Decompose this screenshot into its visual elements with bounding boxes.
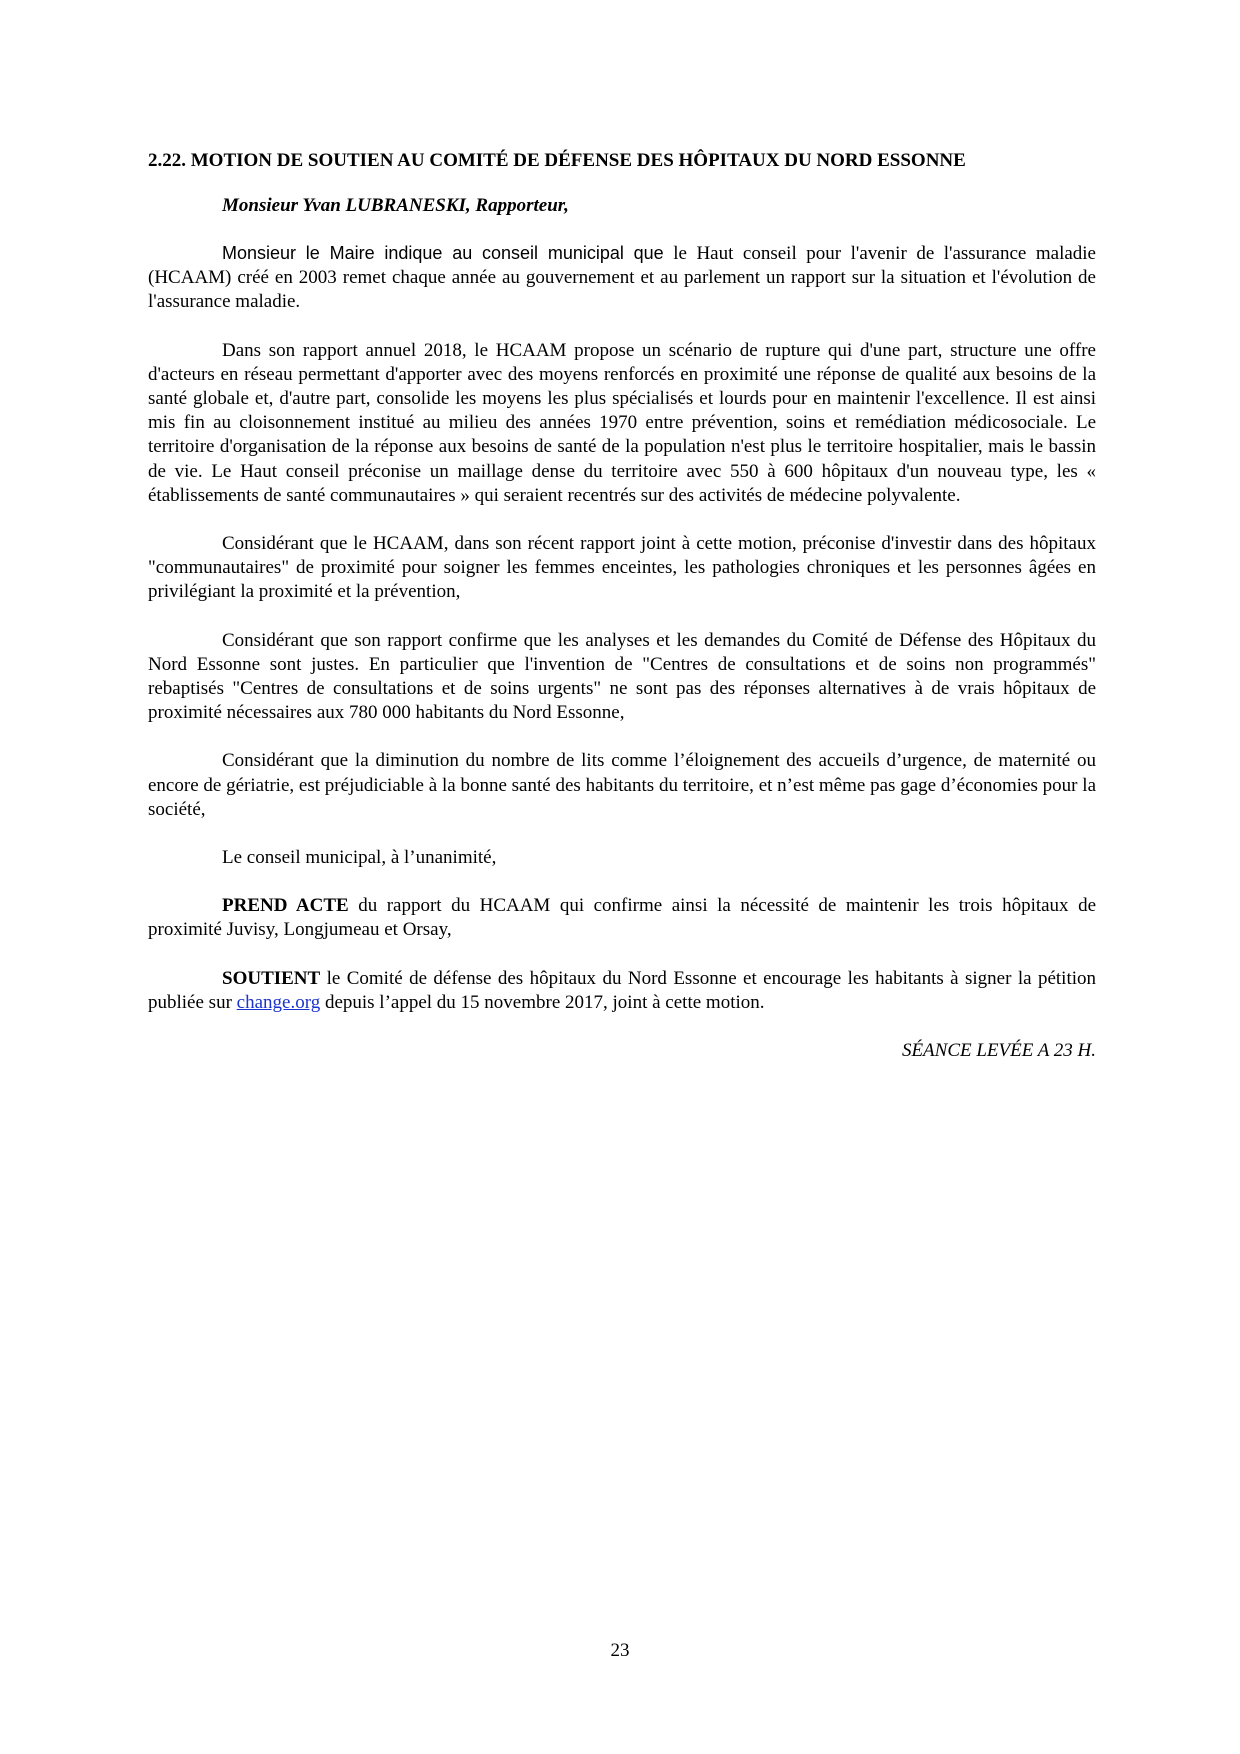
soutient-label: SOUTIENT [222, 967, 321, 989]
section-title: 2.22. MOTION DE SOUTIEN AU COMITÉ DE DÉFENSE DES HÔPITAUX DU NORD ESSONNE [148, 150, 966, 171]
seance-levee: SÉANCE LEVÉE A 23 H. [901, 1040, 1096, 1062]
paragraph-conseil-unanimite: Le conseil municipal, à l’unanimité, [222, 847, 497, 869]
page-number: 23 [610, 1640, 630, 1661]
paragraph-considerant-3: Considérant que la diminution du nombre de lits comme l’éloignement des accueils d’urgence, de maternité ou encore de gériatrie, est préjudiciable à la bonne santé des habitants du territoire, et n’est même pas gage d’économies pour la société, [148, 750, 1096, 820]
document-page [148, 149, 1096, 1063]
paragraph-intro [148, 241, 1096, 315]
rapporteur-line: Monsieur Yvan LUBRANESKI, Rapporteur, [222, 195, 569, 216]
paragraph-prend-acte [148, 894, 1096, 942]
paragraph-rapport-2018: Dans son rapport annuel 2018, le HCAAM propose un scénario de rupture qui d'une part, structure une offre d'acteurs en réseau permettant d'apporter avec des moyens renforcés en proximité une réponse de qualité aux besoins de la santé globale et, d'autre part, consolide les moyens les plus spécialisés et lourds pour en maintenir l'excellence. Il est ainsi mis fin au cloisonnement institué au milieu des années 1970 entre prévention, soins et remédiation médicosociale. Le territoire d'organisation de la réponse aux besoins de santé de la population n'est plus le territoire hospitalier, mais le bassin de vie. Le Haut conseil préconise un maillage dense du territoire avec 550 à 600 hôpitaux d'un nouveau type, les « établissements de santé communautaires » qui seraient recentrés sur des activités de médecine polyvalente. [148, 339, 1096, 506]
intro-lead: Monsieur le Maire indique au conseil municipal que [222, 243, 664, 263]
prend-acte-text: du rapport du HCAAM qui confirme ainsi la nécessité de maintenir les trois hôpitaux de proximité Juvisy, Longjumeau et Orsay, [148, 895, 1096, 941]
soutient-text-end: depuis l’appel du 15 novembre 2017, joint à cette motion. [320, 991, 765, 1013]
paragraph-soutient [148, 967, 1096, 1015]
intro-rest: le Haut conseil pour l'avenir de l'assurance maladie (HCAAM) créé en 2003 remet chaque année au gouvernement et au parlement un rapport sur la situation et l'évolution de l'assurance maladie. [148, 243, 1096, 313]
prend-acte-label: PREND ACTE [222, 895, 349, 917]
soutient-text: le Comité de défense des hôpitaux du Nord Essonne et encourage les habitants à signer la pétition publiée sur [148, 967, 1096, 1013]
change-org-link[interactable]: change.org [236, 991, 321, 1013]
paragraph-considerant-2: Considérant que son rapport confirme que les analyses et les demandes du Comité de Défense des Hôpitaux du Nord Essonne sont justes. En particulier que l'invention de "Centres de consultations et de soins non programmés" rebaptisés "Centres de consultations et de soins urgents" ne sont pas des réponses alternatives à de vrais hôpitaux de proximité nécessaires aux 780 000 habitants du Nord Essonne, [148, 629, 1096, 724]
paragraph-considerant-1: Considérant que le HCAAM, dans son récent rapport joint à cette motion, préconise d'investir dans des hôpitaux "communautaires" de proximité pour soigner les femmes enceintes, les pathologies chroniques et les personnes âgées en privilégiant la proximité et la prévention, [148, 533, 1096, 603]
